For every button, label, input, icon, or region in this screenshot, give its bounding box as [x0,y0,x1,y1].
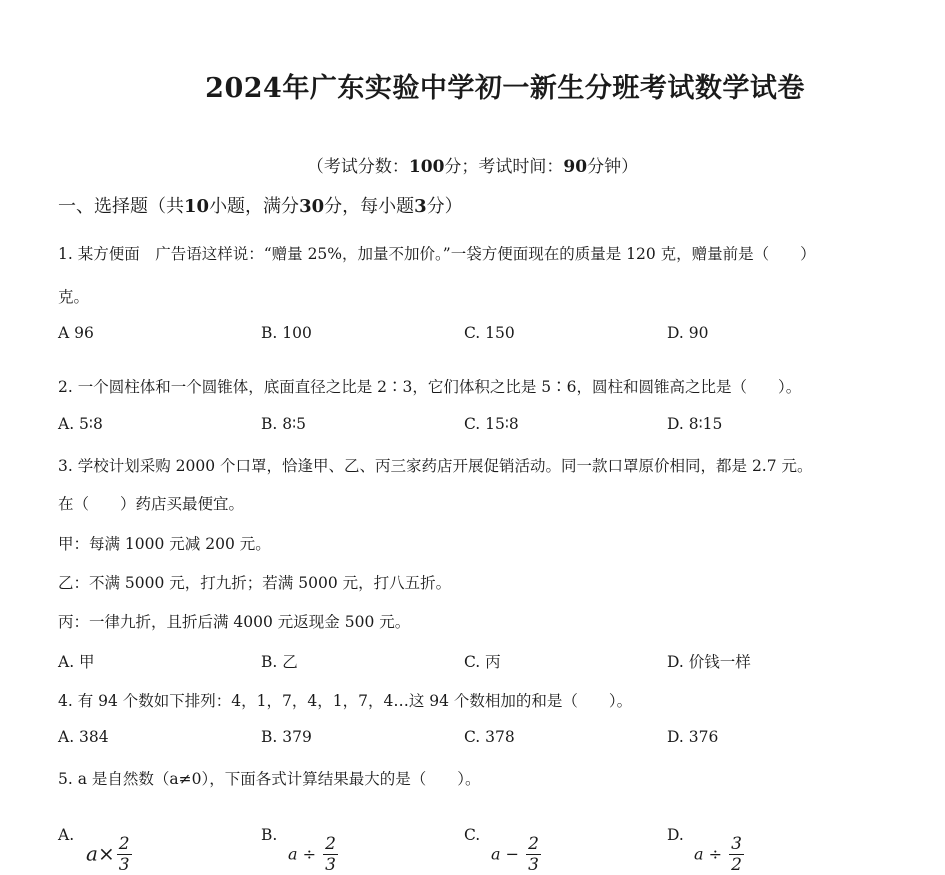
question-3-store-a: 甲：每满 1000 元减 200 元。 [58,535,271,553]
question-3-store-c: 丙：一律九折，且折后满 4000 元返现金 500 元。 [58,613,411,631]
expr-b-fraction [323,836,338,874]
question-3-stem: 3. 学校计划采购 2000 个口罩，恰逢甲、乙、丙三家药店开展促销活动。同一款口罩原价相同，都是 2.7 元。 [58,457,813,475]
q5-option-d-expression [694,836,744,874]
q4-option-a: A. 384 [58,728,109,746]
expr-a-den: 3 [118,855,130,875]
q2-option-b: B. 8∶5 [261,415,307,433]
expr-b-den: 3 [325,855,336,875]
question-3-stem-cont: 在（ ）药店买最便宜。 [58,495,245,513]
exam-time: 90 [563,157,588,177]
section-mid2: 分，每小题 [324,196,415,217]
expr-c-fraction [526,836,541,874]
q2-option-c: C. 15∶8 [464,415,519,433]
q5-option-c-label: C. [464,826,481,844]
page-title: 2024年广东实验中学初一新生分班考试数学试卷 [205,73,805,104]
exam-score: 100 [408,157,445,177]
expr-a-var: a [86,841,98,866]
section-total: 30 [299,196,325,217]
expr-c-op: − [505,844,520,864]
question-5-stem: 5. a 是自然数（a≠0），下面各式计算结果最大的是（ ）。 [58,770,481,788]
exam-info-close: 分钟） [587,157,639,177]
q1-option-a: A 96 [58,324,94,342]
q4-option-b: B. 379 [261,728,312,746]
q4-option-c: C. 378 [464,728,515,746]
expr-d-op: ÷ [708,844,723,864]
section-heading [58,192,463,218]
question-2-stem: 2. 一个圆柱体和一个圆锥体，底面直径之比是 2∶3，它们体积之比是 5∶6，圆柱和圆锥高之比是（ ）。 [58,378,802,396]
question-4-stem: 4. 有 94 个数如下排列：4，1，7，4，1，7，4…这 94 个数相加的和是（ ）。 [58,692,633,710]
expr-a-num: 2 [118,834,130,854]
section-each: 3 [414,196,427,217]
expr-c-den: 3 [528,855,539,875]
exam-info-mid: 分；考试时间： [444,157,564,177]
section-mid1: 小题，满分 [209,196,300,217]
q3-option-b: B. 乙 [261,653,298,671]
q2-option-a: A. 5∶8 [58,415,103,433]
q2-option-d: D. 8∶15 [667,415,723,433]
q5-option-b-label: B. [261,826,278,844]
expr-b-num: 2 [325,834,336,854]
question-3-store-b: 乙：不满 5000 元，打九折；若满 5000 元，打八五折。 [58,574,452,592]
expr-a-op: × [97,841,115,866]
expr-d-var: a [694,844,704,864]
expr-a-fraction [117,836,132,874]
exam-info [0,152,945,177]
question-1-stem: 1. 某方便面 广告语这样说：“赠量 25%，加量不加价。”一袋方便面现在的质量是 120 克，赠量前是（ ） [58,245,816,263]
q5-option-b-expression [288,836,338,874]
expr-c-num: 2 [528,834,539,854]
q5-option-c-expression [491,836,541,874]
expr-b-var: a [288,844,298,864]
q3-option-a: A. 甲 [58,653,95,671]
q5-option-d-label: D. [667,826,684,844]
section-count: 10 [184,196,210,217]
expr-d-den: 2 [731,855,742,875]
q5-option-a-label: A. [58,826,75,844]
section-prefix: 一、选择题（共 [58,196,184,217]
section-suffix: 分） [426,196,463,217]
exam-info-open: （考试分数： [306,157,409,177]
q3-option-d: D. 价钱一样 [667,653,751,671]
question-1-stem-cont: 克。 [58,288,90,306]
q1-option-d: D. 90 [667,324,709,342]
q3-option-c: C. 丙 [464,653,501,671]
q4-option-d: D. 376 [667,728,719,746]
expr-d-fraction [729,836,744,874]
expr-c-var: a [491,844,501,864]
q1-option-b: B. 100 [261,324,312,342]
q1-option-c: C. 150 [464,324,515,342]
expr-d-num: 3 [731,834,742,854]
expr-b-op: ÷ [302,844,317,864]
q5-option-a-expression [86,836,132,874]
